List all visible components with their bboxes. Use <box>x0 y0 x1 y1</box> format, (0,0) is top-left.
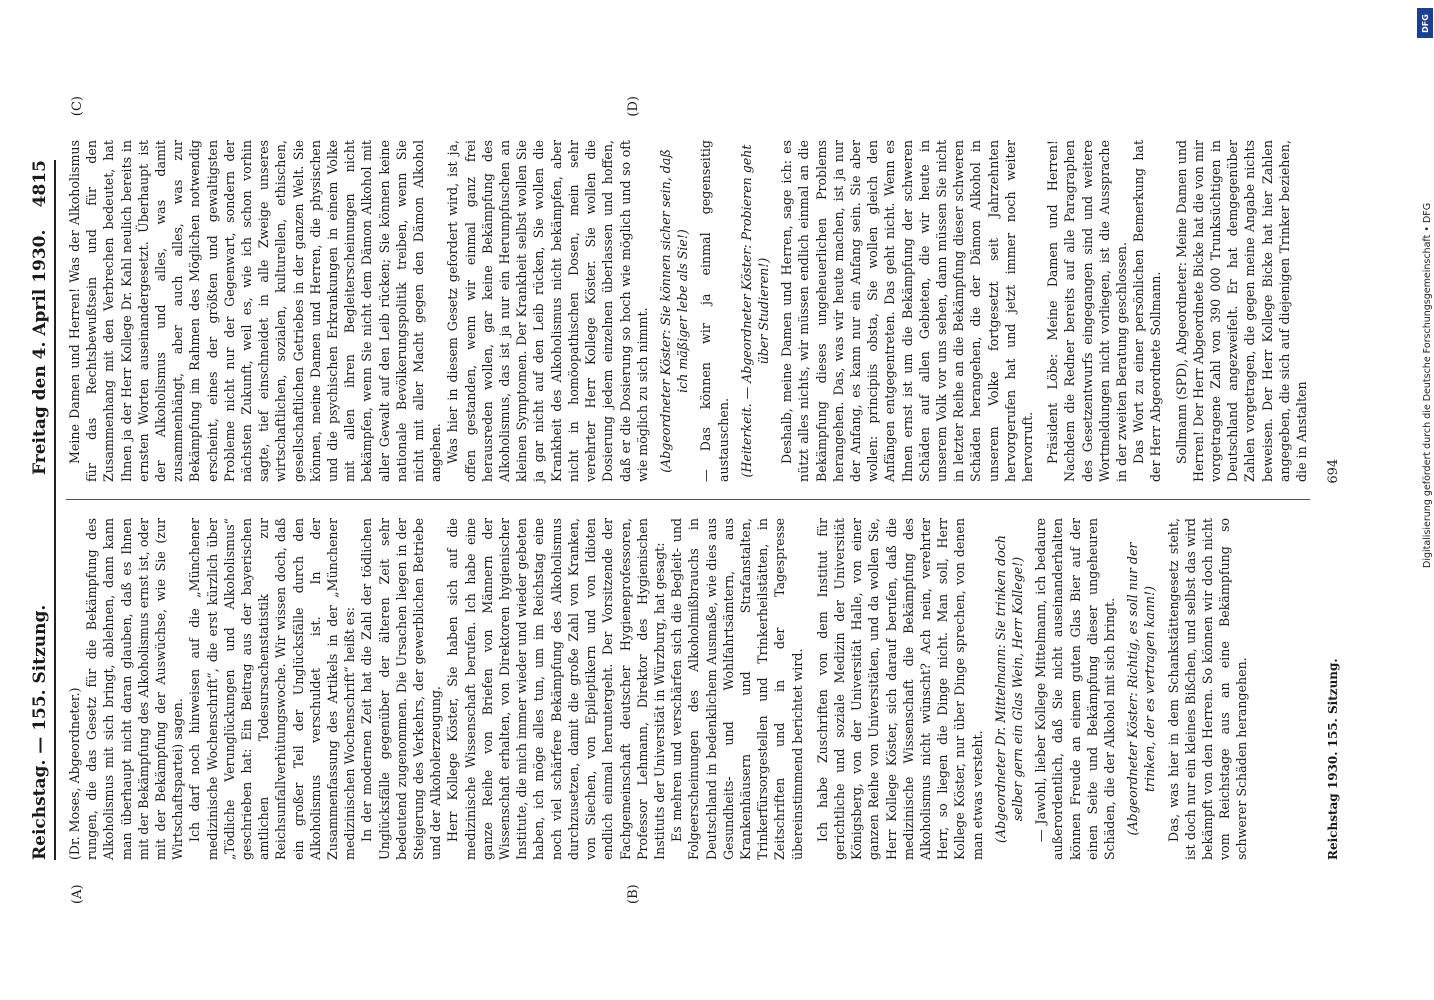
paragraph: Das Wort zu einer persönlichen Bemerkung hat der Herr Abgeordnete Sollmann. <box>1131 140 1164 482</box>
footer-left: Reichstag 1930. 155. Sitzung. <box>1326 658 1341 860</box>
header-right-title: Freitag den 4. April 1930. <box>30 229 50 475</box>
left-column <box>66 518 1310 860</box>
paragraph: Sollmann (SPD), Abgeordneter: Meine Damen und Herren! Der Herr Abgeordnete Bicke hat die von mir vorgetragene Zahl von 390 000 Trunksüchtigen in Deutschland angezweifelt. Er hat demgegenüber Zahlen vorgetragen, die gegen meine Angabe nichts beweisen. Der Herr Kollege Bicke hat hier Zahlen angegeben, die sich auf diejenigen Trinker beziehen, die in Anstalten <box>1173 140 1310 482</box>
paragraph: — Das können wir ja einmal gegenseitig austauschen. <box>698 140 731 482</box>
text-columns <box>66 96 1310 904</box>
interjection: (Abgeordneter Köster: Sie können sicher sein, daß ich mäßiger lebe als Sie!) <box>657 149 691 473</box>
dfg-logo <box>1417 8 1433 38</box>
margin-letter-a: (A) <box>70 884 85 904</box>
paragraph: In der modernen Zeit hat die Zahl der tödlichen Unglücksfälle gegenüber der älteren Zeit sehr bedeutend zugenommen. Die Ursachen liegen in der Steigerung des Verkehrs, der gewerblichen Betriebe und der Alkoholerzeugung. <box>359 518 444 860</box>
digitization-credit <box>1392 8 1432 992</box>
paragraph: (Dr. Moses, Abgeordneter.) <box>67 687 82 860</box>
paragraph: Präsident Löbe: Meine Damen und Herren! Nachdem die Redner bereits auf alle Paragraphen des Gesetzentwurfs eingegangen sind und weitere Wortmeldungen nicht vorliegen, ist die Aussprache in der zweiten Beratung geschlossen. <box>1045 140 1129 482</box>
margin-letter-c: (C) <box>70 96 85 117</box>
paragraph: Es mehren und verschärfen sich die Begleit- und Folgeerscheinungen des Alkoholmißbrauchs in Deutschland in bedenklichem Ausmaße, wie dies aus Gesundheits- und Wohlfahrtsämtern, aus Krankenhäusern und Strafanstalten, Trinkerfürsorgestellen und Trinkerheilstätten, in Zeitschriften und in der Tagespresse übereinstimmend berichtet wird. <box>669 518 805 860</box>
margin-letter-d: (D) <box>626 96 641 117</box>
paragraph: rungen, die das Gesetz für die Bekämpfung des Alkoholismus mit sich bringt, ablehnen, dann kann man überhaupt nicht daran glauben, daß es Ihnen mit der Bekämpfung des Alkoholismus ernst ist, oder mit der Bekämpfung der Auswüchse, wie Sie (zur Wirtschaftspartei) sagen. <box>84 518 186 860</box>
interjection: (Abgeordneter Köster: Richtig, es soll nur der trinken, der es vertragen kann!) <box>1125 542 1158 836</box>
header-left-title: Reichstag. — 155. Sitzung. <box>30 604 50 860</box>
page-header <box>30 160 56 860</box>
page-number: 4815 <box>30 160 50 208</box>
column-divider <box>66 499 1310 500</box>
interjection: (Abgeordneter Dr. Mittelmann: Sie trinken doch selber gern ein Glas Wein, Herr Kollege!) <box>992 535 1025 843</box>
right-column <box>66 140 1310 482</box>
dfg-logo-text: DFG <box>1420 13 1430 33</box>
header-right <box>30 160 50 475</box>
interjection: (Heiterkeit. — Abgeordneter Köster: Probieren geht über Studieren!) <box>738 144 771 478</box>
paragraph: Meine Damen und Herren! Was der Alkoholismus für das Rechtsbewußtsein und für den Zusammenhang mit den Verbrechen bedeutet, hat Ihnen ja der Herr Kollege Dr. Kahl neulich bereits in ernsten Worten auseinandergesetzt. Überhaupt ist der Alkoholismus und alles, was damit zusammenhängt, aber auch alles, was zur Bekämpfung im Rahmen des Möglichen notwendig erscheint, eines der größten und gewaltigsten Probleme nicht nur der Gegenwart, sondern der nächsten Zukunft, weil es, wie ich schon vorhin sagte, tief einschneidet in alle Zweige unseres wirtschaftlichen, sozialen, kulturellen, ethischen, gesellschaftlichen Getriebes in der ganzen Welt. Sie können, meine Damen und Herren, die physischen und die psychischen Erkrankungen in einem Volke mit allen ihren Begleiterscheinungen nicht bekämpfen, wenn Sie nicht dem Dämon Alkohol mit aller Gewalt auf den Leib rücken; Sie können keine nationale Bevölkerungspolitik treiben, wenn Sie nicht mit aller Macht gegen den Dämon Alkohol angehen. <box>67 140 444 482</box>
paragraph: — Jawohl, lieber Kollege Mittelmann, ich bedaure außerordentlich, daß Sie nicht auseinanderhalten können Freude an einem guten Glas Bier auf der einen Seite und Bekämpfung dieser ungeheuren Schäden, die der Alkohol mit sich bringt. <box>1033 518 1117 860</box>
sheet-number: 694 <box>1326 458 1342 484</box>
margin-letter-b: (B) <box>626 884 641 904</box>
page-footer <box>1326 140 1341 860</box>
paragraph: Ich habe Zuschriften von dem Institut für gerichtliche und soziale Medizin der Universität Königsberg, von der Universität Halle, von einer ganzen Reihe von Universitäten, und da wollen Sie, Herr Kollege Köster, sich darauf berufen, daß die medizinische Wissenschaft die Bekämpfung des Alkoholismus nicht wünscht? Ach nein, verehrter Herr, so liegen die Dinge nicht. Man soll, Herr Kollege Köster, nur über Dinge sprechen, von denen man etwas versteht. <box>814 518 985 860</box>
paragraph: Deshalb, meine Damen und Herren, sage ich: es nützt alles nichts, wir müssen endlich einmal an die Bekämpfung dieses ungeheuerlichen Problems herangehen. Das, was wir heute machen, ist ja nur der Anfang, es kann nur ein Anfang sein. Sie aber wollen: principiis obsta, Sie wollen gleich den Anfängen entgegentreten. Das geht nicht. Wenn es Ihnen ernst ist um die Bekämpfung der schweren Schäden auf allen Gebieten, die wir heute in unserem Volk vor uns sehen, dann müssen Sie nicht in letzter Reihe an die Bekämpfung dieser schweren Schäden herangehen, die der Dämon Alkohol in unserem Volke fortgesetzt seit Jahrzehnten hervorgerufen hat und jetzt immer noch weiter hervorruft. <box>779 140 1035 482</box>
paragraph: Herr Kollege Köster, Sie haben sich auf die medizinische Wissenschaft berufen. Ich habe eine ganze Reihe von Briefen von Männern der Wissenschaft erhalten, von Direktoren hygienischer Institute, die mich immer wieder und wieder gebeten haben, ich möge alles tun, um im Reichstag eine noch viel schärfere Bekämpfung des Alkoholismus durchzusetzen, damit die große Zahl von Kranken, von Siechen, von Epileptikern und von Idioten endlich einmal heruntergeht. Der Vorsitzende der Fachgemeinschaft deutscher Hygieneprofessoren, Professor Lehmann, Direktor des Hygienischen Instituts der Universität in Würzburg, hat gesagt: <box>445 518 667 860</box>
paragraph: Ich darf noch hinweisen auf die „Münchener medizinische Wochenschrift“, die erst kürzlich über „Tödliche Verunglückungen und Alkoholismus“ geschrieben hat: Ein Beitrag aus der bayerischen amtlichen Todesursachenstatistik zur Reichsunfallverhütungswoche. Wir wissen doch, daß ein großer Teil der Unglücksfälle durch den Alkoholismus verschuldet ist. In der Zusammenfassung des Artikels in der „Münchener medizinischen Wochenschrift“ heißt es: <box>187 518 358 860</box>
paragraph: Was hier in diesem Gesetz gefordert wird, ist ja, offen gestanden, wenn wir einmal ganz frei herausreden wollen, gar keine Bekämpfung des Alkoholismus, das ist ja nur ein Herumpfuschen an kleinen Symptomen. Der Krankheit selbst wollen Sie ja gar nicht auf den Leib rücken, Sie wollen die Krankheit des Alkoholismus nicht bekämpfen, aber nicht in homöopathischen Dosen, mein sehr verehrter Herr Kollege Köster. Sie wollen die Dosierung jedem einzelnen überlassen und hoffen, daß er die Dosierung so hoch wie möglich und so oft wie möglich zu sich nimmt. <box>445 140 650 482</box>
credit-text: Digitalisierung gefördert durch die Deutsche Forschungsgemeinschaft • DFG <box>1422 202 1433 568</box>
paragraph: Das, was hier in dem Schankstättengesetz steht, ist doch nur ein kleines Bißchen, und selbst das wird bekämpft von den Herren. So können wir doch nicht vom Reichstage aus an eine Bekämpfung so schwerer Schäden herangehen. <box>1165 518 1250 860</box>
